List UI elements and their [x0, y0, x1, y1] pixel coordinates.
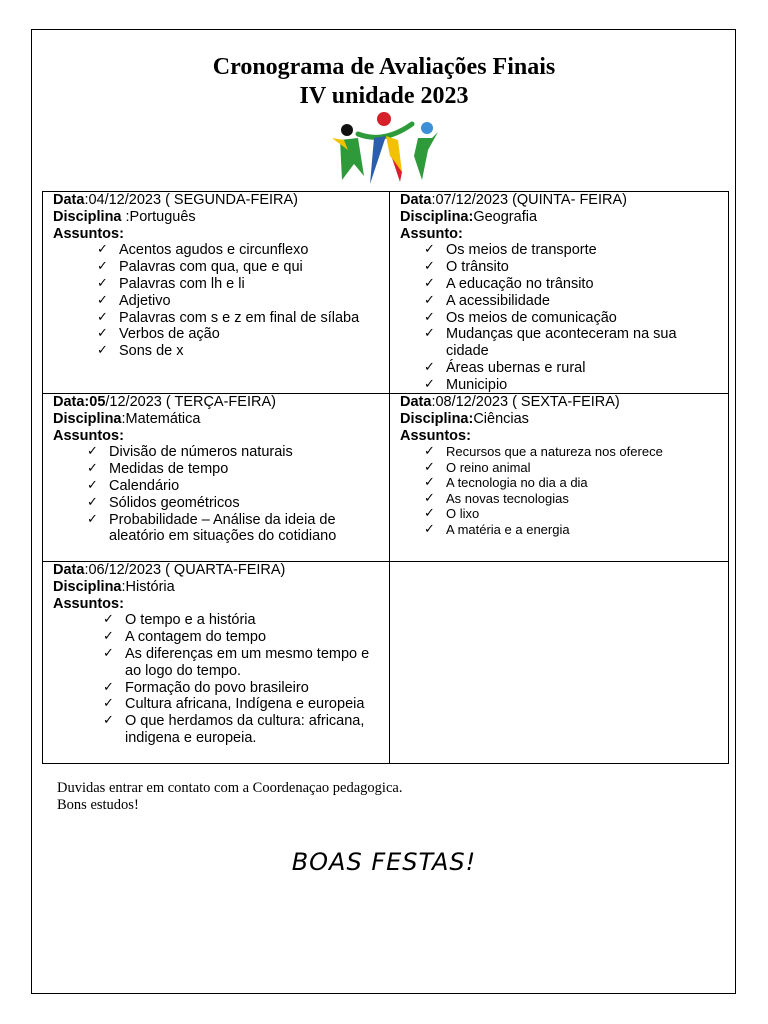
check-icon: ✓	[424, 292, 435, 308]
data-value: :07/12/2023 (QUINTA- FEIRA)	[431, 192, 627, 208]
disciplina-label: Disciplina	[53, 410, 122, 427]
check-icon: ✓	[97, 326, 108, 342]
assunto-text: Palavras com s e z em final de sílaba	[119, 309, 360, 326]
check-icon: ✓	[424, 490, 435, 506]
assunto-item	[53, 259, 383, 276]
disciplina-value: Geografia	[473, 208, 538, 225]
check-icon: ✓	[97, 309, 108, 325]
assunto-text: Áreas ubernas e rural	[446, 359, 586, 376]
assunto-item	[400, 360, 722, 377]
assuntos-label: Assuntos:	[400, 427, 471, 444]
cell-historia	[42, 561, 390, 764]
check-icon: ✓	[424, 259, 435, 275]
contact-note	[57, 780, 402, 814]
assuntos-list	[400, 242, 722, 393]
assunto-text: A matéria e a energia	[446, 521, 570, 537]
assunto-text: As diferenças em um mesmo tempo e ao logo do tempo.	[125, 645, 370, 679]
assunto-text: Medidas de tempo	[109, 461, 229, 478]
check-icon: ✓	[424, 475, 435, 491]
check-icon: ✓	[424, 326, 435, 342]
cell-matematica	[42, 393, 390, 562]
boas-festas-heading: BOAS FESTAS!	[291, 848, 477, 876]
assunto-item	[53, 326, 383, 343]
assunto-item	[53, 512, 383, 546]
assunto-text: O que herdamos da cultura: africana, indigena e europeia.	[125, 713, 365, 746]
assunto-text: A tecnologia no dia a dia	[446, 475, 588, 491]
assunto-item	[53, 461, 383, 478]
check-icon: ✓	[97, 242, 108, 258]
assunto-text: O reino animal	[446, 459, 531, 475]
assunto-text: Acentos agudos e circunflexo	[119, 242, 309, 259]
assunto-text: A contagem do tempo	[125, 629, 267, 646]
assunto-text: Calendário	[109, 477, 180, 494]
assunto-item	[53, 646, 383, 680]
assuntos-list	[53, 242, 383, 360]
assunto-item	[400, 242, 722, 259]
assunto-item	[53, 293, 383, 310]
assunto-text: Verbos de ação	[119, 326, 220, 343]
assuntos-list	[53, 444, 383, 545]
assunto-text: Sólidos geométricos	[109, 494, 240, 511]
assunto-item	[53, 713, 383, 747]
data-value: :04/12/2023 ( SEGUNDA-FEIRA)	[84, 192, 298, 208]
check-icon: ✓	[97, 292, 108, 308]
assunto-item	[400, 475, 722, 491]
assunto-item	[53, 629, 383, 646]
check-icon: ✓	[424, 459, 435, 475]
check-icon: ✓	[103, 679, 114, 695]
check-icon: ✓	[424, 376, 435, 392]
check-icon: ✓	[424, 444, 435, 460]
data-label: Data	[400, 192, 432, 208]
assunto-item	[53, 444, 383, 461]
assunto-text: Palavras com lh e li	[119, 275, 245, 292]
contact-note-line-1: Duvidas entrar em contato com a Coordenaçao pedagogica.	[57, 780, 403, 796]
assuntos-label: Assunto:	[400, 225, 463, 242]
check-icon: ✓	[424, 309, 435, 325]
assunto-item	[53, 276, 383, 293]
assunto-item	[400, 460, 722, 476]
disciplina-label: Disciplina	[53, 208, 122, 225]
check-icon: ✓	[103, 713, 114, 729]
assunto-text: Adjetivo	[119, 292, 171, 309]
disciplina-label: Disciplina:	[400, 410, 474, 427]
assunto-item	[53, 612, 383, 629]
data-value: :06/12/2023 ( QUARTA-FEIRA)	[84, 562, 286, 578]
check-icon: ✓	[87, 444, 98, 460]
assunto-item	[53, 680, 383, 697]
assunto-text: A educação no trânsito	[446, 275, 594, 292]
assunto-item	[400, 444, 722, 460]
assunto-text: Cultura africana, Indígena e europeia	[125, 696, 365, 713]
assunto-item	[53, 478, 383, 495]
assunto-item	[53, 242, 383, 259]
check-icon: ✓	[87, 477, 98, 493]
assunto-text: O tempo e a história	[125, 612, 256, 629]
assunto-item	[400, 326, 722, 360]
title-line-1: Cronograma de Avaliações Finais	[212, 54, 556, 80]
check-icon: ✓	[97, 343, 108, 359]
assunto-item	[400, 491, 722, 507]
assunto-text: Os meios de transporte	[446, 242, 597, 259]
check-icon: ✓	[424, 275, 435, 291]
assunto-text: Sons de x	[119, 343, 184, 360]
assunto-item	[400, 506, 722, 522]
assunto-text: O lixo	[446, 506, 480, 522]
cell-geografia	[389, 191, 729, 394]
assunto-item	[53, 310, 383, 327]
assunto-text: Municipio	[446, 376, 508, 393]
assuntos-label: Assuntos:	[53, 427, 124, 444]
assuntos-list	[53, 612, 383, 746]
check-icon: ✓	[103, 629, 114, 645]
assunto-text: Divisão de números naturais	[109, 444, 293, 461]
check-icon: ✓	[103, 612, 114, 628]
assunto-item	[400, 293, 722, 310]
check-icon: ✓	[87, 494, 98, 510]
data-value: /12/2023 ( TERÇA-FEIRA)	[105, 394, 276, 410]
assunto-text: Probabilidade – Análise da ideia de aleatório em situações do cotidiano	[109, 511, 337, 545]
assunto-text: A acessibilidade	[446, 292, 550, 309]
assunto-item	[400, 310, 722, 327]
assunto-item	[400, 522, 722, 538]
disciplina-value: :Matemática	[121, 410, 201, 427]
assunto-text: Formação do povo brasileiro	[125, 679, 309, 696]
data-label: Data	[53, 192, 85, 208]
disciplina-value: :Português	[121, 208, 196, 225]
check-icon: ✓	[424, 521, 435, 537]
data-label: Data	[400, 394, 432, 410]
check-icon: ✓	[424, 506, 435, 522]
check-icon: ✓	[87, 511, 98, 527]
data-label: Data:05	[53, 394, 106, 410]
check-icon: ✓	[103, 696, 114, 712]
assuntos-list	[400, 444, 722, 537]
assunto-text: Palavras com qua, que e qui	[119, 259, 303, 276]
data-value: :08/12/2023 ( SEXTA-FEIRA)	[431, 394, 620, 410]
check-icon: ✓	[424, 242, 435, 258]
assunto-text: Os meios de comunicação	[446, 309, 617, 326]
assunto-item	[53, 696, 383, 713]
assunto-item	[53, 343, 383, 360]
assunto-text: Mudanças que aconteceram na sua cidade	[446, 326, 677, 360]
contact-note-line-2: Bons estudos!	[57, 797, 139, 813]
school-logo-icon	[328, 110, 440, 186]
disciplina-value: :História	[121, 578, 175, 595]
check-icon: ✓	[424, 359, 435, 375]
assunto-text: As novas tecnologias	[446, 490, 569, 506]
disciplina-label: Disciplina:	[400, 208, 474, 225]
cell-portugues	[42, 191, 390, 394]
check-icon: ✓	[97, 275, 108, 291]
assuntos-label: Assuntos:	[53, 595, 124, 612]
assuntos-label: Assuntos:	[53, 225, 124, 242]
assunto-item	[53, 495, 383, 512]
disciplina-label: Disciplina	[53, 578, 122, 595]
assunto-item	[400, 259, 722, 276]
assunto-text: Recursos que a natureza nos oferece	[446, 444, 663, 460]
check-icon: ✓	[87, 461, 98, 477]
check-icon: ✓	[97, 259, 108, 275]
assunto-text: O trânsito	[446, 259, 509, 276]
disciplina-value: Ciências	[473, 410, 529, 427]
assunto-item	[400, 276, 722, 293]
cell-ciencias	[389, 393, 729, 562]
assunto-item	[400, 377, 722, 394]
cell-empty	[389, 561, 729, 764]
check-icon: ✓	[103, 645, 114, 661]
title-line-2: IV unidade 2023	[299, 83, 469, 109]
data-label: Data	[53, 562, 85, 578]
